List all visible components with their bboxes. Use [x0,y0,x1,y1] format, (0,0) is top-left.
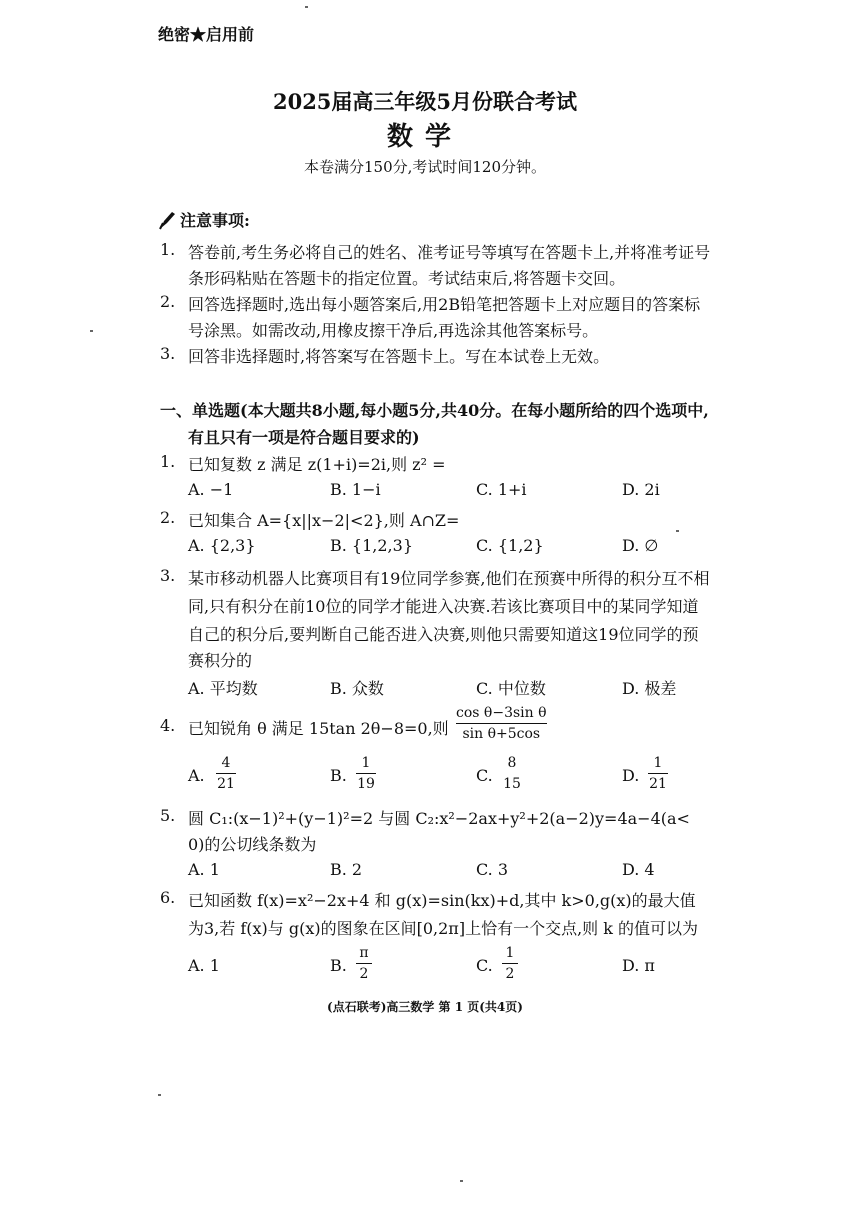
question-line: 某市移动机器人比赛项目有19位同学参赛,他们在预赛中所得的积分互不相 [188,569,710,588]
scan-speck [460,1180,463,1182]
score-time-note: 本卷满分150分,考试时间120分钟。 [303,158,547,176]
fraction-numerator: π [359,945,369,961]
question-stem: 已知集合 A={x||x−2|<2},则 A∩Z= [188,511,460,530]
option-d-label: D. [622,766,640,785]
question-stem: 已知复数 z 满足 z(1+i)=2i,则 z² = [188,455,446,474]
fraction-bar [648,773,668,774]
scan-speck [676,530,679,532]
notice-line: 条形码粘贴在答题卡的指定位置。考试结束后,将答题卡交回。 [188,269,626,288]
option-c: C. {1,2} [476,536,544,555]
ratio-fraction [456,704,547,743]
scan-speck [90,330,93,332]
question-line: 0)的公切线条数为 [188,835,317,854]
question-number: 2. [160,508,176,527]
fraction-numerator: 4 [221,755,231,771]
option-c: C. 3 [476,860,509,879]
option-d-fraction [648,754,668,793]
option-d: D. π [622,956,655,975]
option-c: C. 中位数 [476,679,546,698]
option-b-fraction [356,754,376,793]
fraction-bar [502,963,518,964]
pen-icon [158,210,178,230]
option-b: B. 众数 [330,679,384,698]
fraction-bar [356,773,376,774]
fraction-denominator: 21 [217,776,235,792]
notice-line: 答卷前,考生务必将自己的姓名、准考证号等填写在答题卡上,并将准考证号 [188,243,711,262]
option-a: A. {2,3} [188,536,256,555]
notice-line: 回答选择题时,选出每小题答案后,用2B铅笔把答题卡上对应题目的答案标 [188,295,701,314]
question-line: 自己的积分后,要判断自己能否进入决赛,则他只需要知道这19位同学的预 [188,625,699,644]
option-b-label: B. [330,956,347,975]
option-a-fraction [216,754,236,793]
question-number: 1. [160,452,176,471]
option-d: D. ∅ [622,536,659,555]
question-number: 3. [160,566,176,585]
option-b: B. {1,2,3} [330,536,413,555]
option-a-label: A. [188,766,205,785]
option-c-fraction [502,754,522,793]
question-number: 5. [160,806,176,825]
exam-title: 2025届高三年级5月份联合考试 [272,89,578,114]
question-line: 已知函数 f(x)=x²−2x+4 和 g(x)=sin(kx)+d,其中 k>0,g(x)的最大值 [188,891,696,910]
fraction-numerator: 8 [507,755,517,771]
section-heading: 有且只有一项是符合题目要求的) [188,428,420,447]
option-b-label: B. [330,766,347,785]
option-d: D. 4 [622,860,655,879]
question-line: 同,只有积分在前10位的同学才能进入决赛.若该比赛项目中的某同学知道 [188,597,699,616]
page-footer: (点石联考)高三数学 第 1 页(共4页) [327,1000,523,1014]
option-d: D. 2i [622,480,660,499]
fraction-denominator: 2 [359,966,369,982]
question-line: 圆 C₁:(x−1)²+(y−1)²=2 与圆 C₂:x²−2ax+y²+2(a−2)y=4a−4(a< [188,809,690,828]
option-c-label: C. [476,956,493,975]
option-b: B. 2 [330,860,363,879]
option-c-fraction [502,944,518,983]
notice-number: 1. [160,240,176,259]
fraction-denominator: 2 [505,966,515,982]
section-heading: 一、单选题(本大题共8小题,每小题5分,共40分。在每小题所给的四个选项中, [160,401,709,420]
question-number: 4. [160,716,176,735]
option-a: A. 1 [188,956,220,975]
fraction-denominator: sin θ+5cos [462,726,541,742]
fraction-denominator: 15 [503,776,521,792]
option-a: A. −1 [188,480,234,499]
subject-title: 数学 [386,122,463,152]
fraction-numerator: cos θ−3sin θ [456,705,547,721]
option-d: D. 极差 [622,679,677,698]
notice-line: 回答非选择题时,将答案写在答题卡上。写在本试卷上无效。 [188,347,610,366]
fraction-denominator: 21 [649,776,667,792]
notice-heading: 注意事项: [158,208,250,231]
notice-number: 3. [160,344,176,363]
fraction-bar [216,773,236,774]
fraction-bar [356,963,372,964]
option-c-label: C. [476,766,493,785]
option-a: A. 1 [188,860,220,879]
question-line: 为3,若 f(x)与 g(x)的图象在区间[0,2π]上恰有一个交点,则 k 的值可以为 [188,919,699,938]
fraction-numerator: 1 [653,755,663,771]
confidential-label: 绝密★启用前 [158,25,255,44]
scan-speck [305,6,308,8]
question-line: 赛积分的 [188,651,253,670]
fraction-numerator: 1 [505,945,515,961]
option-b: B. 1−i [330,480,381,499]
fraction-denominator: 19 [357,776,375,792]
question-stem: 已知锐角 θ 满足 15tan 2θ−8=0,则 [188,719,449,738]
scan-speck [158,1094,161,1096]
question-number: 6. [160,888,176,907]
fraction-numerator: 1 [361,755,371,771]
notice-number: 2. [160,292,176,311]
notice-line: 号涂黑。如需改动,用橡皮擦干净后,再选涂其他答案标号。 [188,321,599,340]
option-c: C. 1+i [476,480,527,499]
option-a: A. 平均数 [188,679,258,698]
fraction-bar [456,723,547,724]
fraction-bar [502,773,522,774]
option-b-fraction [356,944,372,983]
